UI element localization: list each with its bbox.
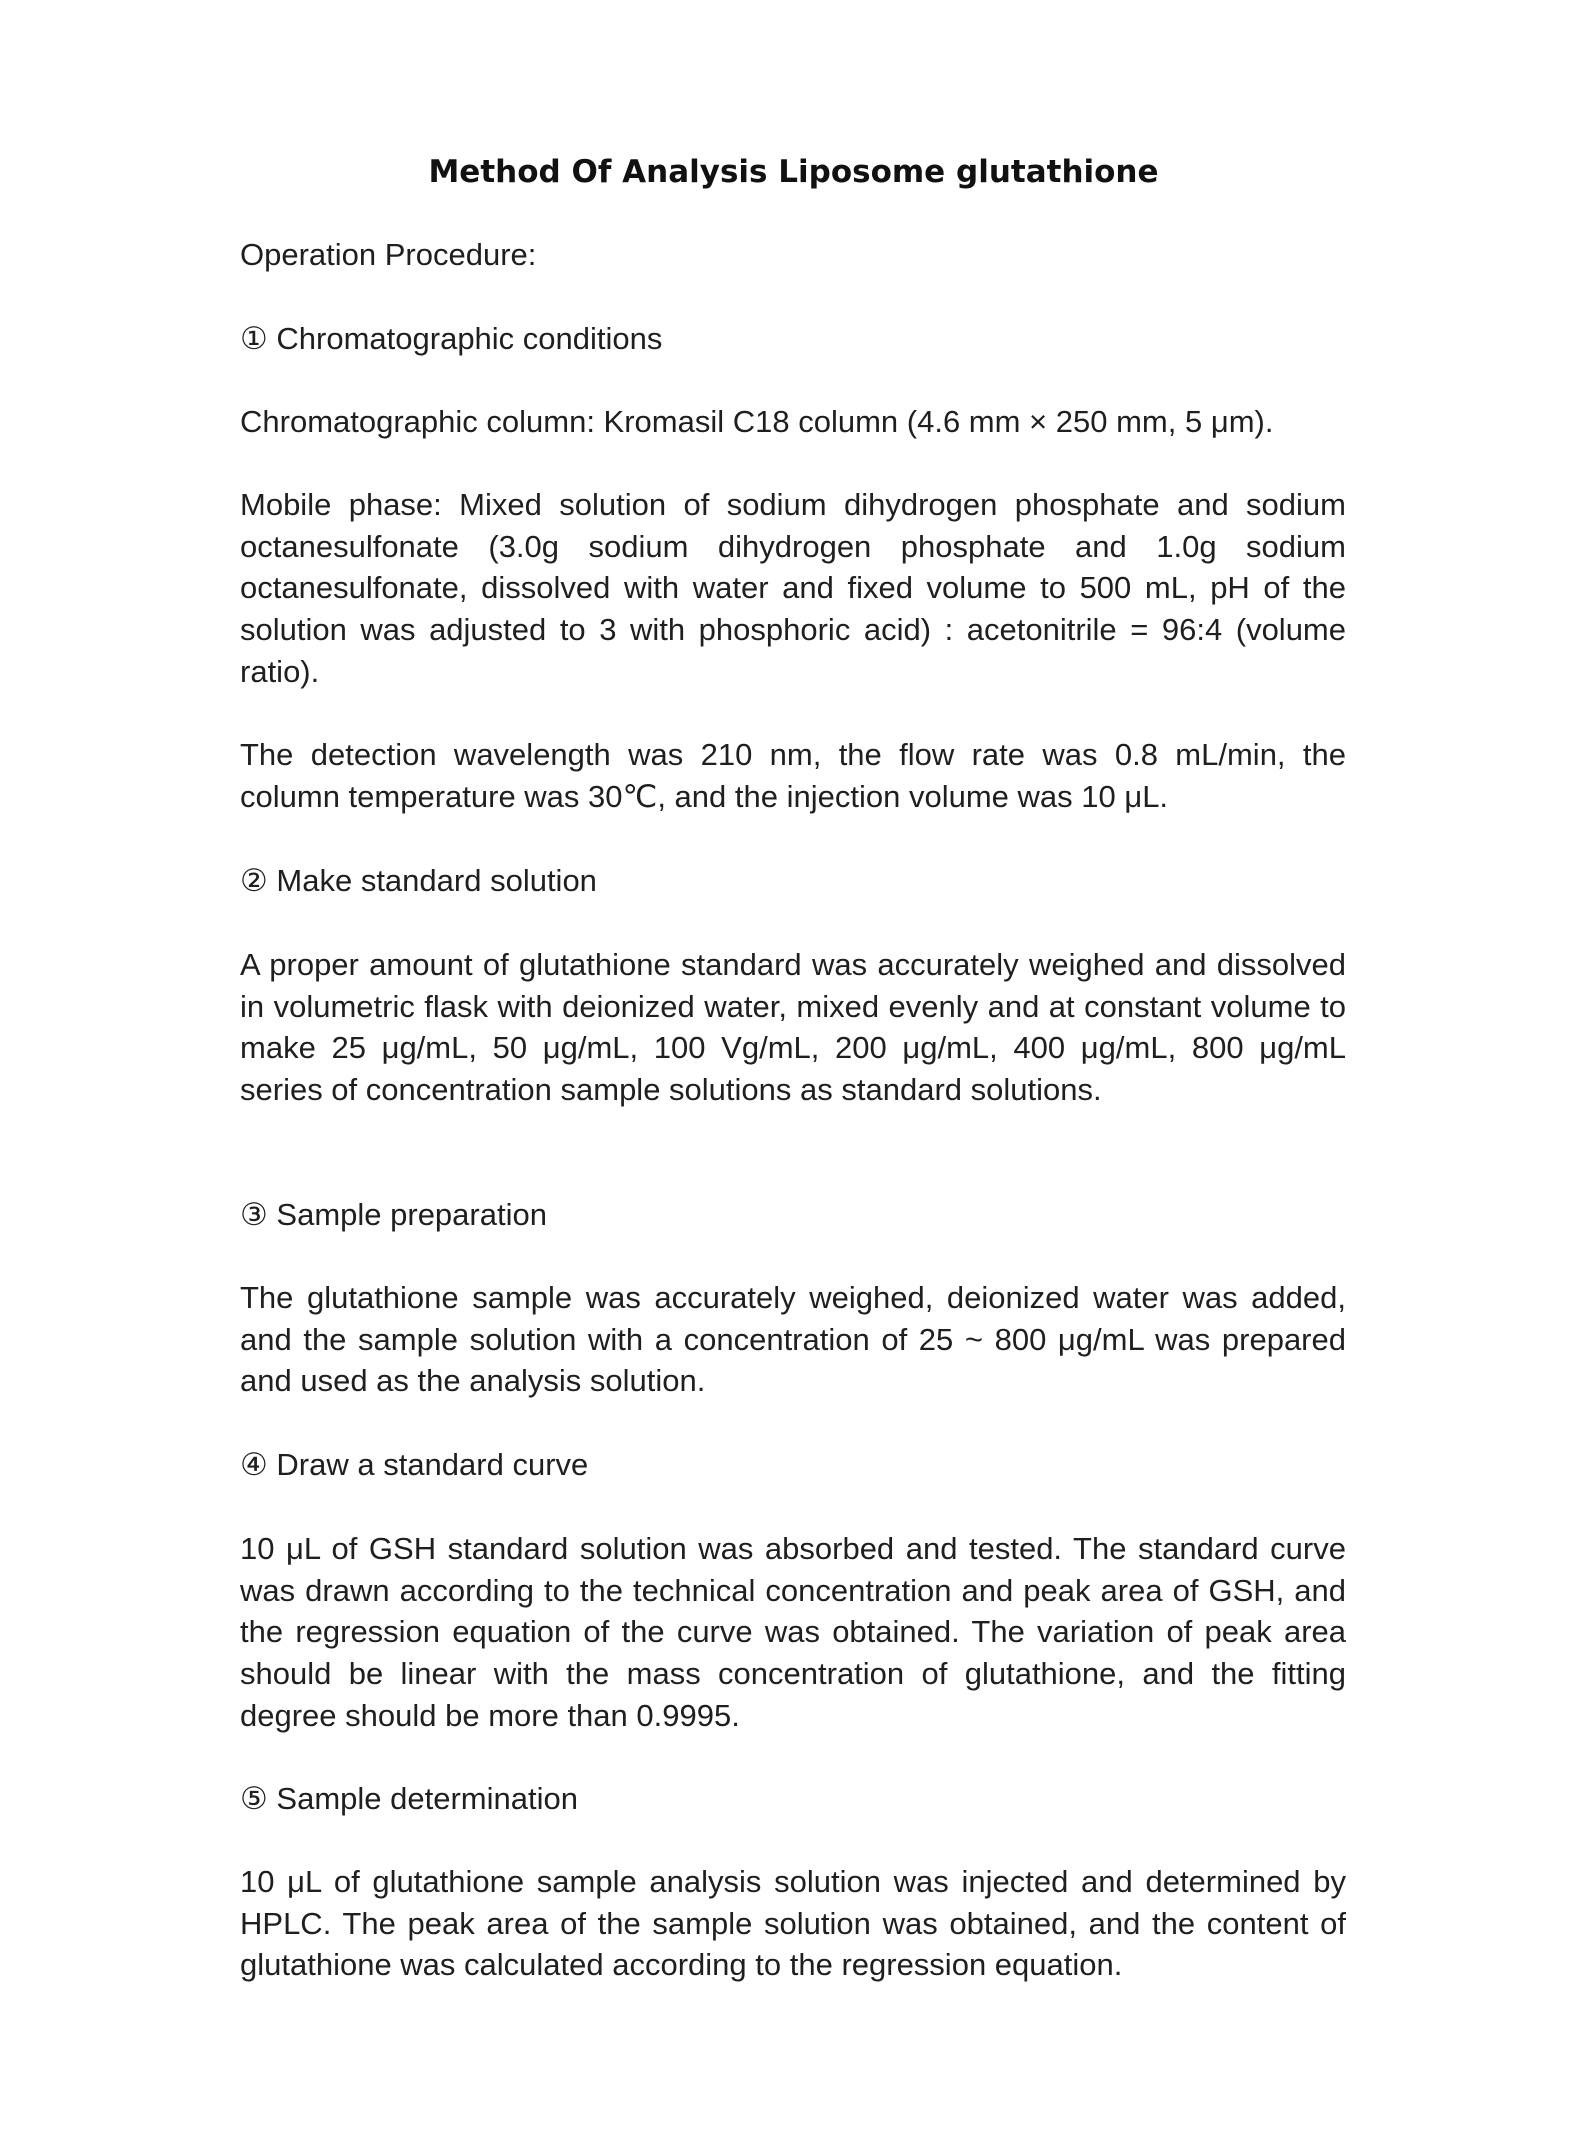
section-heading-draw-standard-curve: ④ Draw a standard curve	[240, 1447, 589, 1482]
section-heading-sample-determination: ⑤ Sample determination	[240, 1781, 578, 1816]
section-heading-make-standard-solution: ② Make standard solution	[240, 863, 597, 898]
section-heading-chromatographic-conditions: ① Chromatographic conditions	[240, 321, 663, 356]
paragraph-sample-determination: 10 μL of glutathione sample analysis solution was injected and determined by HPLC. The peak area of the sample solution was obtained, and the content of glutathione was calculated according to the regression equation.	[240, 1864, 1346, 1983]
operation-procedure-label: Operation Procedure:	[240, 237, 537, 272]
paragraph-sample-preparation: The glutathione sample was accurately weighed, deionized water was added, and the sample solution with a concentration of 25 ~ 800 μg/mL was prepared and used as the analysis solution.	[240, 1280, 1346, 1399]
paragraph-mobile-phase: Mobile phase: Mixed solution of sodium dihydrogen phosphate and sodium octanesulfonate (3.0g sodium dihydrogen phosphate and 1.0g sodium octanesulfonate, dissolved with water and fixed volume to 500 mL, pH of the solution was adjusted to 3 with phosphoric acid) : acetonitrile = 96:4 (volume ratio).	[240, 487, 1346, 689]
paragraph-chromatographic-column: Chromatographic column: Kromasil C18 column (4.6 mm × 250 mm, 5 μm).	[240, 404, 1274, 439]
paragraph-detection-settings: The detection wavelength was 210 nm, the flow rate was 0.8 mL/min, the column temperature was 30℃, and the injection volume was 10 μL.	[240, 737, 1346, 814]
document-title: Method Of Analysis Liposome glutathione	[428, 154, 1159, 190]
section-heading-sample-preparation: ③ Sample preparation	[240, 1197, 547, 1232]
paragraph-standard-curve: 10 μL of GSH standard solution was absorbed and tested. The standard curve was drawn according to the technical concentration and peak area of GSH, and the regression equation of the curve was obtained. The variation of peak area should be linear with the mass concentration of glutathione, and the fitting degree should be more than 0.9995.	[240, 1531, 1346, 1733]
paragraph-standard-solution: A proper amount of glutathione standard was accurately weighed and dissolved in volumetric flask with deionized water, mixed evenly and at constant volume to make 25 μg/mL, 50 μg/mL, 100 Vg/mL, 200 μg/mL, 400 μg/mL, 800 μg/mL series of concentration sample solutions as standard solutions.	[240, 947, 1346, 1108]
